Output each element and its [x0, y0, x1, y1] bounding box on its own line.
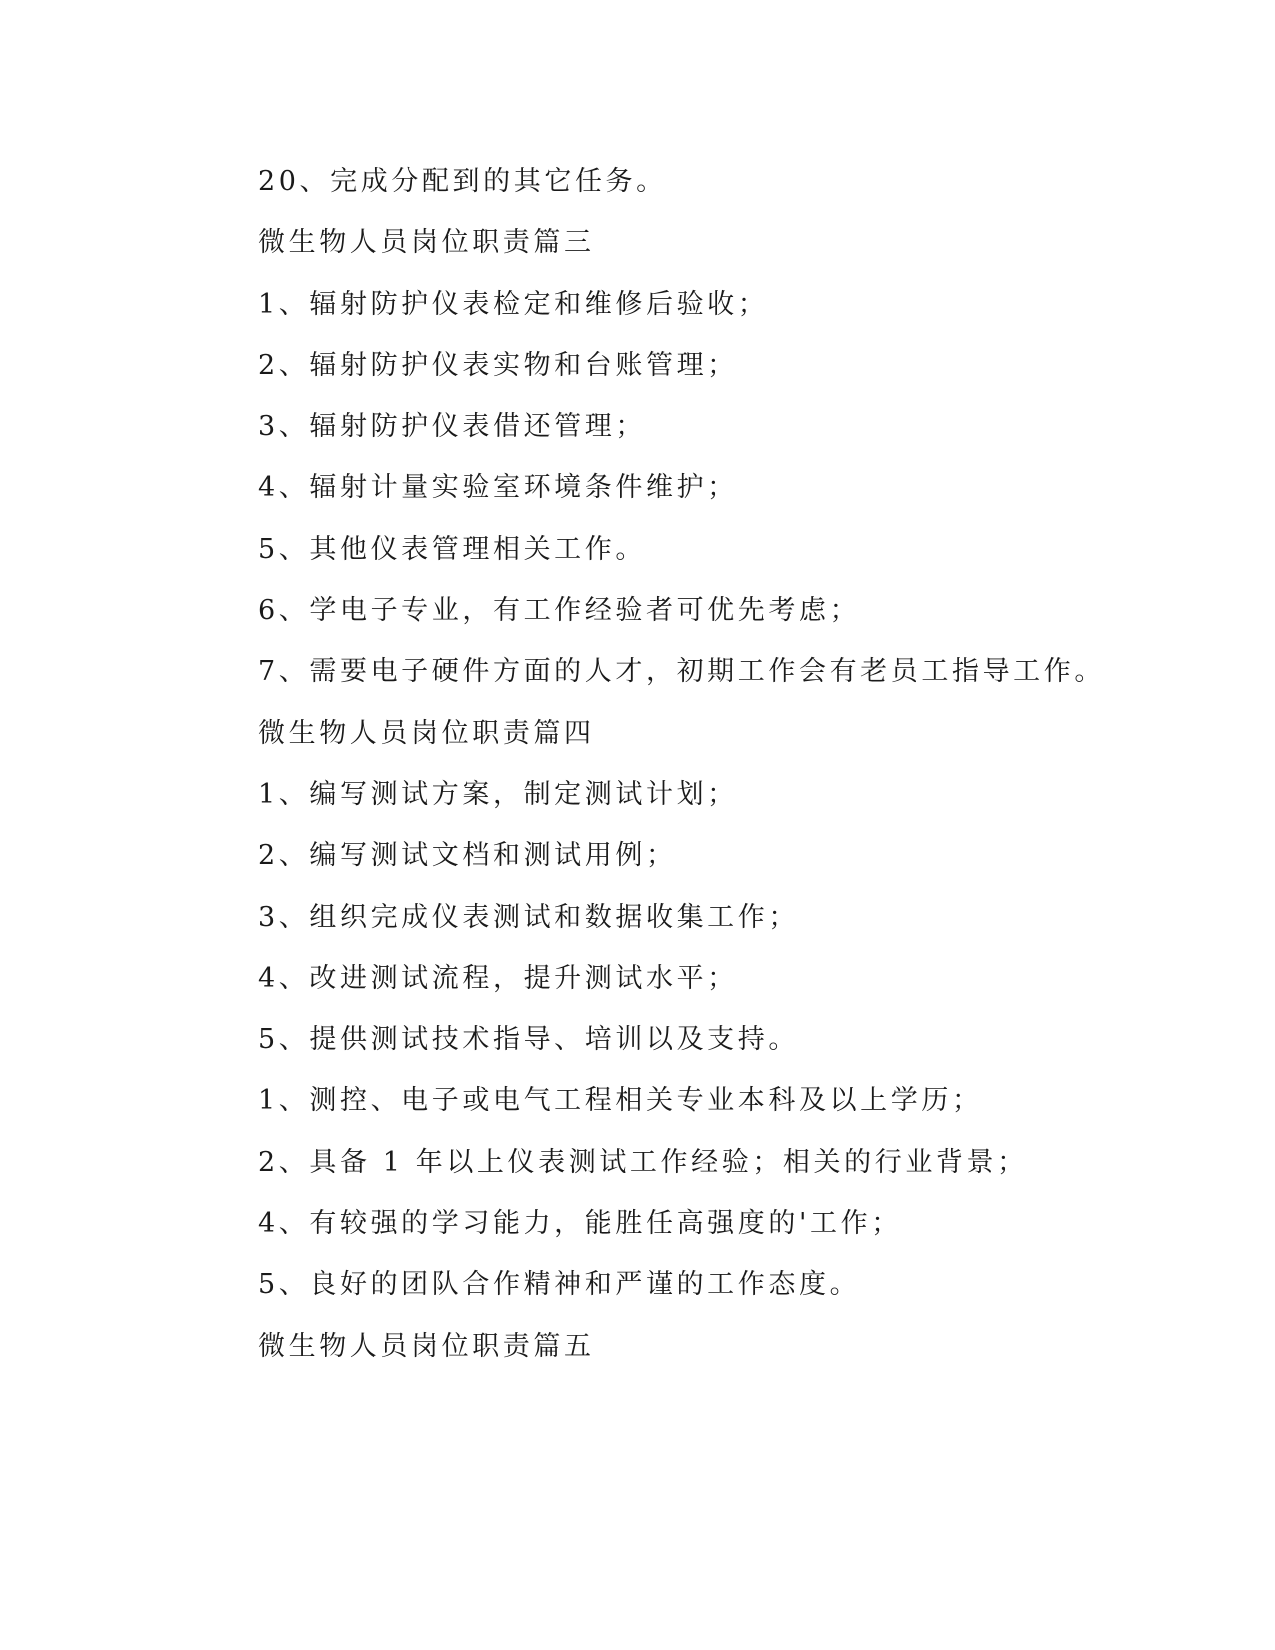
- list-item: 5、提供测试技术指导、培训以及支持。: [258, 1024, 799, 1056]
- list-item: 1、辐射防护仪表检定和维修后验收；: [258, 288, 769, 320]
- list-item: 20、完成分配到的其它任务。: [258, 166, 667, 197]
- list-item: 5、其他仪表管理相关工作。: [258, 533, 646, 565]
- list-item: 4、有较强的学习能力，能胜任高强度的'工作；: [258, 1208, 902, 1240]
- document-body: [258, 162, 1158, 1388]
- list-item: 6、学电子专业，有工作经验者可优先考虑；: [258, 595, 861, 627]
- list-item: 2、辐射防护仪表实物和台账管理；: [258, 349, 738, 381]
- list-item: 3、组织完成仪表测试和数据收集工作；: [258, 901, 799, 933]
- list-item: 2、具备 1 年以上仪表测试工作经验；相关的行业背景；: [258, 1146, 1028, 1178]
- list-item: 4、辐射计量实验室环境条件维护；: [258, 472, 738, 504]
- section-heading: 微生物人员岗位职责篇四: [258, 717, 595, 749]
- section-heading: 微生物人员岗位职责篇三: [258, 227, 595, 259]
- list-item: 1、编写测试方案，制定测试计划；: [258, 778, 738, 810]
- section-heading: 微生物人员岗位职责篇五: [258, 1330, 595, 1362]
- list-item: 7、需要电子硬件方面的人才，初期工作会有老员工指导工作。: [258, 656, 1105, 688]
- list-item: 1、测控、电子或电气工程相关专业本科及以上学历；: [258, 1085, 983, 1117]
- list-item: 2、编写测试文档和测试用例；: [258, 840, 677, 872]
- list-item: 5、良好的团队合作精神和严谨的工作态度。: [258, 1269, 861, 1301]
- list-item: 3、辐射防护仪表借还管理；: [258, 411, 646, 443]
- list-item: 4、改进测试流程，提升测试水平；: [258, 962, 738, 994]
